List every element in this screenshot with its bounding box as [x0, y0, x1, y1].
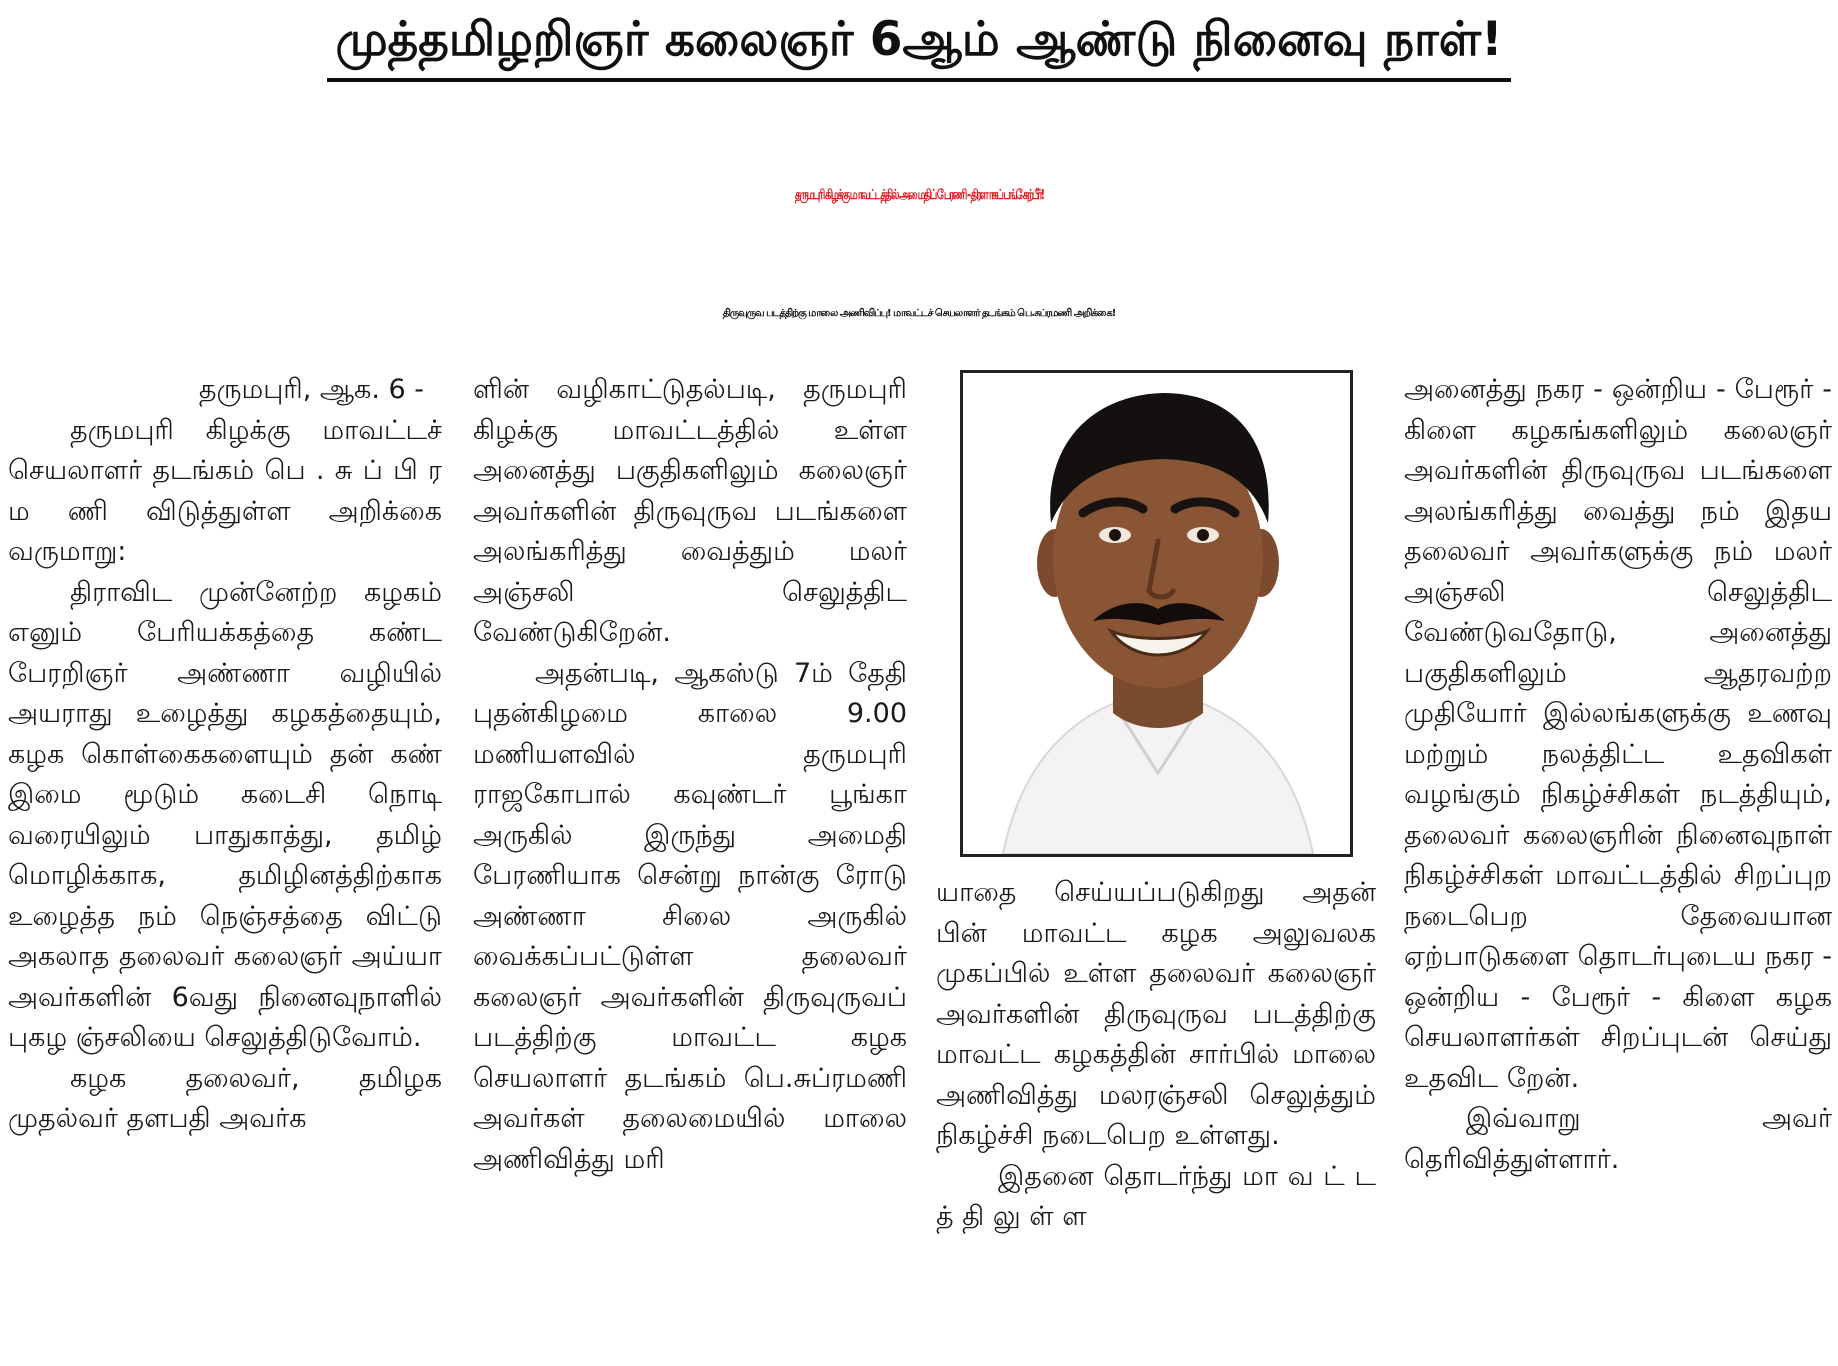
article-column-3: [936, 873, 1376, 1238]
paragraph: திராவிட முன்னேற்ற கழகம் எனும் பேரியக்கத்தை கண்ட பேரறிஞர் அண்ணா வழியில் அயராது உழைத்து கழகத்தையும், கழக கொள்கைகளையும் தன் கண் இமை மூடும் கடைசி நொடி வரையிலும் பாதுகாத்து, தமிழ் மொழிக்காக, தமிழினத்திற்காக உழைத்த நம் நெஞ்சத்தை விட்டு அகலாத தலைவர் கலைஞர் அய்யா அவர்களின் 6வது நினைவுநாளில் புகழ ஞ்சலியை செலுத்திடுவோம்.: [8, 576, 442, 1053]
paragraph: அனைத்து நகர - ஒன்றிய - பேரூர் - கிளை கழகங்களிலும் கலைஞர் அவர்களின் திருவுருவ படங்களை அலங்கரித்து வைத்து நம் இதய தலைவர் அவர்களுக்கு நம் மலர் அஞ்சலி செலுத்திட வேண்டுவதோடு, அனைத்து பகுதிகளிலும் ஆதரவற்ற முதியோர் இல்லங்களுக்கு உணவு மற்றும் நலத்திட்ட உதவிகள் வழங்கும் நிகழ்ச்சிகள் நடத்தியும், தலைவர் கலைஞரின் நினைவுநாள் நிகழ்ச்சிகள் மாவட்டத்தில் சிறப்புற நடைபெற தேவையான ஏற்பாடுகளை தொடர்புடைய நகர - ஒன்றிய - பேரூர் - கிளை கழக செயலாளர்கள் சிறப்புடன் செய்து உதவிட றேன்.: [1404, 374, 1832, 1094]
paragraph: தருமபுரி கிழக்கு மாவட்டச் செயலாளர் தடங்கம் பெ . சு ப் பி ர ம ணி விடுத்துள்ள அறிக்கை வருமாறு:: [8, 414, 442, 567]
sub-headline: திருவுருவ படத்திற்கு மாலை அணிவிப்பு! மாவட்டச் செயலாளர் தடங்கம் பெ.சுப்ரமணி அறிக்கை!: [722, 308, 1116, 319]
main-headline: தருமபுரி கிழக்கு மாவட்டத்தில் அமைதிப் பேரணி - திரளாகப் பங்கேற்பீர்!: [794, 188, 1044, 203]
paragraph: இவ்வாறு அவர் தெரிவித்துள்ளார்.: [1404, 1103, 1832, 1175]
paragraph: இதனை தொடர்ந்து மா வ ட் ட த் தி லு ள் ள: [936, 1160, 1376, 1232]
article-column-1: [8, 370, 442, 1140]
paragraph: அதன்படி, ஆகஸ்டு 7ம் தேதி புதன்கிழமை காலை 9.00 மணியளவில் தருமபுரி ராஜகோபால் கவுண்டர் பூங்கா அருகில் இருந்து அமைதி பேரணியாக சென்று நான்கு ரோடு அண்ணா சிலை அருகில் வைக்கப்பட்டுள்ள தலைவர் கலைஞர் அவர்களின் திருவுருவப் படத்திற்கு மாவட்ட கழக செயலாளர் தடங்கம் பெ.சுப்ரமணி அவர்கள் தலைமையில் மாலை அணிவித்து மரி: [473, 657, 907, 1175]
portrait-illustration: [963, 373, 1350, 854]
paragraph: யாதை செய்யப்படுகிறது அதன் பின் மாவட்ட கழக அலுவலக முகப்பில் உள்ள தலைவர் கலைஞர் அவர்களின் திருவுருவ படத்திற்கு மாவட்ட கழகத்தின் சார்பில் மாலை அணிவித்து மலரஞ்சலி செலுத்தும் நிகழ்ச்சி நடைபெற உள்ளது.: [936, 877, 1376, 1151]
paragraph: கழக தலைவர், தமிழக முதல்வர் தளபதி அவர்க: [8, 1062, 442, 1134]
kicker-headline: [0, 8, 1838, 82]
portrait-photo: [960, 370, 1353, 857]
article-column-4: [1404, 370, 1832, 1180]
article-column-2: [473, 370, 907, 1180]
dateline: தருமபுரி, ஆக. 6 -: [198, 374, 424, 405]
paragraph: ளின் வழிகாட்டுதல்படி, தருமபுரி கிழக்கு மாவட்டத்தில் உள்ள அனைத்து பகுதிகளிலும் கலைஞர் அவர்களின் திருவுருவ படங்களை அலங்கரித்து வைத்தும் மலர் அஞ்சலி செலுத்திட வேண்டுகிறேன்.: [473, 374, 907, 648]
kicker-text: முத்தமிழறிஞர் கலைஞர் 6ஆம் ஆண்டு நினைவு நாள்!: [327, 8, 1510, 82]
